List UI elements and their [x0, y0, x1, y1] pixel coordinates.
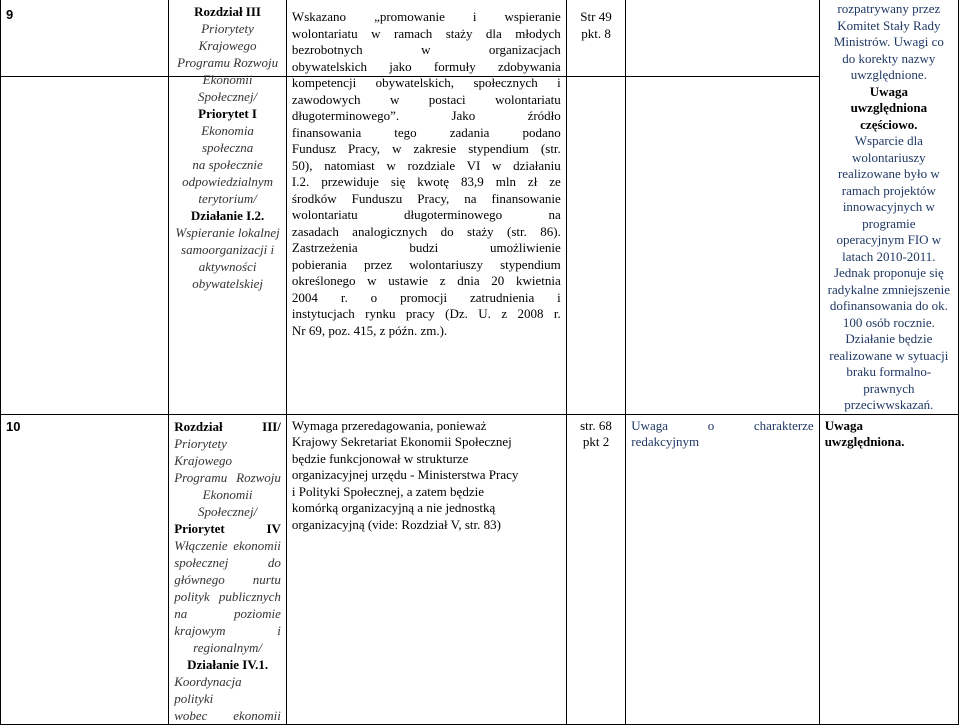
- table-row: [1, 414, 959, 724]
- priority-name-line: głównego nurtu: [174, 571, 281, 587]
- comment-line: i Polityki Społecznej, a zatem będzie: [291, 483, 484, 499]
- comment-line: finansowania tego zadania podano: [291, 124, 561, 140]
- cell-section: [169, 414, 287, 724]
- priority-name-line: społecznej do: [174, 554, 281, 570]
- comment-line: kompetencji obywatelskich, społecznych i: [291, 75, 561, 91]
- comment-category: [631, 415, 813, 451]
- response-line: przeciwwskazań.: [844, 397, 934, 412]
- response-line: Ministrów. Uwagi co: [833, 34, 944, 49]
- response-line: dofinansowania do ok.: [829, 298, 948, 313]
- category-line: redakcyjnym: [631, 434, 700, 449]
- response-explanation: [825, 133, 953, 414]
- comment-line: zasadach analogicznych do staży (str. 86).: [291, 223, 561, 239]
- response-verdict: [825, 84, 953, 134]
- chapter-title: Rozdział III/: [174, 418, 281, 434]
- priority-name-line: regionalnym/: [193, 639, 262, 655]
- response-line: Jednak proponuje się: [833, 265, 944, 280]
- comment-line: pobierania przez wolontariuszy stypendium: [291, 256, 561, 272]
- program-line: Programu Rozwoju: [177, 55, 279, 71]
- comment-line: bezrobotnych w organizacjach: [291, 42, 561, 58]
- priority-name-line: odpowiedzialnym: [182, 174, 274, 190]
- table-row: [1, 77, 959, 414]
- category-line: [631, 418, 813, 435]
- verdict-line: Uwaga: [869, 83, 908, 99]
- cell-category: [626, 77, 819, 414]
- response-note: [825, 1, 953, 84]
- section-reference: [174, 3, 281, 292]
- program-line: Priorytety Krajowego: [198, 21, 257, 54]
- row-number: 10: [6, 418, 21, 434]
- comment-line: określonego w ustawie z dnia 20 kwietnia: [291, 273, 561, 289]
- cell-number: [1, 7, 169, 414]
- comment-line: długoterminowego”. Jako źródło: [291, 108, 561, 124]
- cell-comment: [286, 9, 566, 414]
- priority-name-line: polityk publicznych: [174, 588, 281, 604]
- comment-line: środków Funduszu Pracy, na finansowanie: [291, 190, 561, 206]
- section-reference: [174, 415, 281, 724]
- response-line: realizowane w sytuacji: [829, 347, 949, 363]
- comment-line: zawodowych w postaci wolontariatu: [291, 91, 561, 107]
- page-reference: [572, 415, 620, 451]
- comment-line: Wskazano „promowanie i wspieranie: [291, 9, 561, 25]
- response-9: [825, 0, 953, 414]
- reference-line: pkt. 8: [581, 25, 611, 41]
- cell-response: [819, 414, 958, 724]
- cell-category-top: [626, 0, 819, 77]
- comment-line: 2004 r. o promocji zatrudnienia i: [291, 289, 561, 305]
- comment-line: wolontariatu długoterminowego na: [291, 207, 561, 223]
- comment-line: 50), natomiast w rozdziale VI w działaniu: [291, 157, 561, 173]
- action-title: Działanie I.2.: [190, 208, 265, 224]
- category-word: o: [707, 417, 715, 433]
- cell-reference: [566, 414, 625, 724]
- response-line: prawnych: [863, 380, 915, 396]
- comment-text: [292, 9, 561, 339]
- response-line: rozpatrywany przez: [837, 1, 941, 16]
- priority-name-line: krajowym i: [174, 622, 281, 638]
- response-line: wolontariuszy: [852, 149, 926, 165]
- program-line: Ekonomii: [202, 72, 253, 88]
- chapter-title: Rozdział III: [194, 4, 261, 20]
- response-10: [825, 415, 953, 451]
- verdict-line: uwzględniona.: [824, 434, 905, 449]
- comment-line: Fundusz Pracy, w zakresie stypendium (str.: [291, 141, 561, 157]
- comment-text: [292, 415, 561, 534]
- priority-name-line: terytorium/: [198, 191, 257, 207]
- program-line: Społecznej/: [197, 503, 258, 519]
- response-line: do korekty nazwy: [842, 50, 936, 66]
- comment-line: organizacyjnej urzędu - Ministerstwa Pracy: [291, 467, 519, 482]
- action-title: Działanie IV.1.: [187, 656, 269, 672]
- cell-reference: [566, 9, 625, 414]
- comment-line: Krajowy Sekretariat Ekonomii Społecznej: [291, 434, 512, 449]
- page-reference: [572, 9, 620, 42]
- response-line: Wsparcie dla: [854, 133, 923, 148]
- action-name-line: samoorganizacji i: [181, 242, 275, 258]
- comment-line: organizacyjną (vide: Rozdział V, str. 83): [291, 516, 501, 532]
- comment-line: wolontariatu w ramach staży dla młodych: [291, 25, 561, 41]
- reference-line: str. 68: [580, 417, 612, 433]
- program-line: Ekonomii: [202, 486, 253, 502]
- response-line: uwzględnione.: [850, 67, 927, 82]
- verdict-line: częściowo.: [860, 116, 918, 132]
- comment-line: Zastrzeżenia budzi umożliwienie: [291, 240, 561, 256]
- response-line: innowacyjnych w: [842, 199, 935, 214]
- comment-line: instytucjach rynku pracy (Dz. U. z 2008 r.: [291, 306, 561, 322]
- action-name-line: Wspieranie lokalnej: [175, 225, 280, 241]
- reference-line: Str 49: [580, 9, 612, 25]
- row-number: 9: [6, 7, 14, 23]
- priority-name-line: na społecznie: [192, 157, 263, 173]
- response-line: latach 2010-2011.: [842, 248, 936, 264]
- response-line: Komitet Stały Rady: [837, 17, 941, 33]
- reference-line: pkt 2: [582, 434, 610, 449]
- category-word: charakterze: [753, 417, 814, 433]
- response-line: braku formalno-: [846, 364, 932, 379]
- comment-line: będzie funkcjonował w strukturze: [291, 450, 469, 466]
- cell-number: [1, 414, 169, 724]
- comment-line: komórką organizacyjną a nie jednostką: [291, 500, 496, 515]
- action-name-line: wobec ekonomii: [174, 707, 281, 723]
- response-line: ramach projektów: [841, 182, 936, 198]
- priority-name-line: na poziomie: [174, 605, 281, 621]
- cell-category: [626, 414, 819, 724]
- comment-line: I.2. przewiduje się kwotę 83,9 mln zł ze: [291, 174, 561, 190]
- priority-title: Priorytet IV: [174, 520, 281, 536]
- verdict-line: uwzględniona: [850, 100, 928, 115]
- response-line: programie: [862, 215, 916, 231]
- program-line: Programu Rozwoju: [174, 469, 281, 485]
- response-line: 100 osób rocznie.: [842, 314, 935, 330]
- response-line: operacyjnym FIO w: [836, 232, 942, 247]
- comment-line: Wymaga przeredagowania, ponieważ: [291, 417, 487, 433]
- verdict-line: Uwaga: [824, 417, 863, 433]
- priority-name-line: Włączenie ekonomii: [174, 537, 281, 553]
- response-line: realizowane było w: [837, 166, 940, 181]
- action-name-line: obywatelskiej: [192, 276, 263, 292]
- action-name-line: Koordynacja polityki: [174, 673, 242, 706]
- comment-line: Nr 69, poz. 415, z późn. zm.).: [291, 322, 448, 338]
- cell-response-top: [819, 0, 958, 414]
- program-line: Społecznej/: [197, 89, 258, 105]
- cell-comment: [286, 414, 566, 724]
- action-name-line: aktywności: [198, 259, 257, 275]
- response-line: Działanie będzie: [845, 331, 933, 346]
- comment-line: obywatelskich jako formuły zdobywania: [291, 58, 561, 74]
- response-line: radykalne zmniejszenie: [827, 281, 951, 297]
- cell-section: [169, 4, 287, 414]
- priority-title: Priorytet I: [198, 106, 257, 122]
- program-line: Priorytety Krajowego: [174, 435, 233, 468]
- priority-name-line: Ekonomia społeczna: [201, 123, 254, 156]
- category-word: Uwaga: [631, 417, 669, 433]
